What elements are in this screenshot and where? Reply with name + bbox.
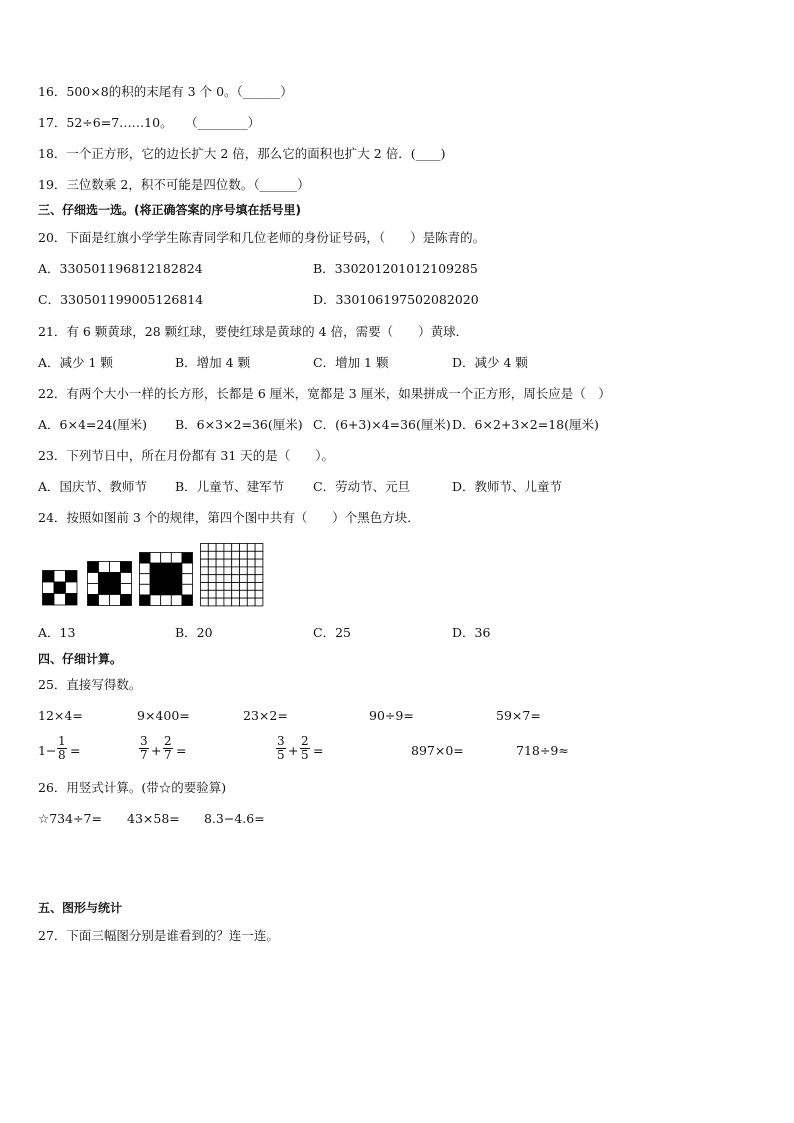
question-18: 18．一个正方形，它的边长扩大 2 倍，那么它的面积也扩大 2 倍．(____) xyxy=(38,146,446,161)
calc-item: 9×400= xyxy=(137,708,190,723)
grid-cell xyxy=(208,598,216,606)
grid-cell xyxy=(240,575,248,583)
grid-cell xyxy=(224,598,232,606)
grid-cell xyxy=(232,583,240,591)
q20-option-c: C．330501199005126814 xyxy=(38,292,204,307)
grid-cell xyxy=(224,567,232,575)
vertical-calc-item: ☆734÷7= xyxy=(38,811,102,826)
grid-cell xyxy=(255,567,263,575)
grid-cell xyxy=(43,594,55,606)
grid-cell xyxy=(66,582,78,594)
q24-option-d: D．36 xyxy=(452,625,491,640)
grid-cell xyxy=(140,574,151,585)
grid-cell xyxy=(150,595,161,606)
grid-cell xyxy=(171,563,182,574)
grid-cell xyxy=(182,563,193,574)
grid-cell xyxy=(232,559,240,567)
plus-sign: + xyxy=(288,743,299,758)
grid-cell xyxy=(224,544,232,552)
grid-cell xyxy=(247,590,255,598)
grid-cell xyxy=(99,595,110,606)
q23-option-b: B．儿童节、建军节 xyxy=(175,479,285,494)
fraction-three-sevenths xyxy=(139,735,149,762)
grid-cell xyxy=(232,598,240,606)
grid-cell xyxy=(247,544,255,552)
grid-cell xyxy=(43,571,55,583)
calc-item: 90÷9= xyxy=(369,708,414,723)
grid-cell xyxy=(140,563,151,574)
grid-cell xyxy=(240,544,248,552)
grid-cell xyxy=(255,544,263,552)
question-26: 26．用竖式计算。(带☆的要验算) xyxy=(38,780,227,795)
q22-option-d: D．6×2+3×2=18(厘米) xyxy=(452,417,599,432)
grid-cell xyxy=(208,567,216,575)
grid-cell xyxy=(216,590,224,598)
q22-option-a: A．6×4=24(厘米) xyxy=(38,417,148,432)
grid-cell xyxy=(121,573,132,584)
denominator: 5 xyxy=(277,748,285,762)
grid-cell xyxy=(66,594,78,606)
grid-cell xyxy=(171,574,182,585)
grid-cell xyxy=(171,553,182,564)
grid-cell xyxy=(240,583,248,591)
q23-option-d: D．教师节、儿童节 xyxy=(452,479,563,494)
numerator: 3 xyxy=(140,734,148,748)
grid-cell xyxy=(232,551,240,559)
pattern-figure-4-empty-grid xyxy=(200,543,264,607)
grid-cell xyxy=(161,595,172,606)
grid-cell xyxy=(247,567,255,575)
q21-option-b: B．增加 4 颗 xyxy=(175,355,251,370)
question-19: 19．三位数乘 2，积不可能是四位数。（______） xyxy=(38,177,310,192)
grid-cell xyxy=(201,544,209,552)
grid-cell xyxy=(208,590,216,598)
calc-item: 59×7= xyxy=(496,708,541,723)
grid-cell xyxy=(255,551,263,559)
grid-cell xyxy=(240,551,248,559)
grid-cell xyxy=(110,573,121,584)
grid-cell xyxy=(201,559,209,567)
pattern-figure-2 xyxy=(87,561,132,606)
fraction-two-fifths xyxy=(300,735,310,762)
grid-cell xyxy=(54,594,66,606)
grid-cell xyxy=(216,567,224,575)
grid-cell xyxy=(88,573,99,584)
grid-cell xyxy=(247,551,255,559)
q20-option-a: A．330501196812182824 xyxy=(38,261,203,276)
grid-cell xyxy=(208,544,216,552)
q23-option-a: A．国庆节、教师节 xyxy=(38,479,148,494)
grid-cell xyxy=(140,584,151,595)
grid-cell xyxy=(121,595,132,606)
q20-option-b: B．330201201012109285 xyxy=(313,261,478,276)
grid-cell xyxy=(43,582,55,594)
grid-cell xyxy=(224,551,232,559)
grid-cell xyxy=(201,598,209,606)
grid-cell xyxy=(216,544,224,552)
equals-sign: = xyxy=(313,743,324,758)
q21-option-d: D．减少 4 颗 xyxy=(452,355,528,370)
grid-cell xyxy=(201,567,209,575)
section-5-heading: 五、图形与统计 xyxy=(38,901,123,915)
grid-cell xyxy=(216,575,224,583)
grid-cell xyxy=(121,562,132,573)
grid-cell xyxy=(224,583,232,591)
fraction-one-eighth xyxy=(57,735,67,762)
grid-cell xyxy=(140,595,151,606)
grid-cell xyxy=(66,571,78,583)
numerator: 3 xyxy=(277,734,285,748)
grid-cell xyxy=(54,582,66,594)
grid-cell xyxy=(208,551,216,559)
grid-cell xyxy=(232,567,240,575)
grid-cell xyxy=(224,575,232,583)
grid-cell xyxy=(232,544,240,552)
q23-option-c: C．劳动节、元旦 xyxy=(313,479,411,494)
question-24: 24．按照如图前 3 个的规律，第四个图中共有（ ）个黑色方块． xyxy=(38,510,420,525)
grid-cell xyxy=(182,574,193,585)
q22-option-b: B．6×3×2=36(厘米) xyxy=(175,417,303,432)
grid-cell xyxy=(208,575,216,583)
grid-cell xyxy=(182,595,193,606)
q20-option-d: D．330106197502082020 xyxy=(313,292,479,307)
grid-cell xyxy=(255,583,263,591)
denominator: 8 xyxy=(58,748,66,762)
grid-cell xyxy=(150,563,161,574)
grid-cell xyxy=(255,575,263,583)
grid-cell xyxy=(240,590,248,598)
calc-item: 23×2= xyxy=(243,708,288,723)
grid-cell xyxy=(161,553,172,564)
grid-cell xyxy=(110,595,121,606)
grid-cell xyxy=(224,590,232,598)
calc-item: 897×0= xyxy=(411,743,464,758)
grid-cell xyxy=(208,583,216,591)
q21-option-a: A．减少 1 颗 xyxy=(38,355,113,370)
question-16: 16．500×8的积的末尾有 3 个 0。（______） xyxy=(38,84,293,99)
grid-cell xyxy=(150,574,161,585)
question-20: 20．下面是红旗小学学生陈青同学和几位老师的身份证号码，（ ）是陈青的。 xyxy=(38,230,486,245)
grid-cell xyxy=(161,563,172,574)
fraction-three-fifths xyxy=(276,735,286,762)
grid-cell xyxy=(216,598,224,606)
grid-cell xyxy=(216,583,224,591)
calc-item: 718÷9≈ xyxy=(516,743,569,758)
grid-cell xyxy=(110,584,121,595)
grid-cell xyxy=(161,584,172,595)
question-27: 27．下面三幅图分别是谁看到的？连一连。 xyxy=(38,928,279,943)
grid-cell xyxy=(240,559,248,567)
grid-cell xyxy=(182,584,193,595)
q24-option-b: B．20 xyxy=(175,625,213,640)
grid-cell xyxy=(171,584,182,595)
calc-item: 12×4= xyxy=(38,708,83,723)
grid-cell xyxy=(88,562,99,573)
grid-cell xyxy=(201,590,209,598)
numerator: 2 xyxy=(164,734,172,748)
q21-option-c: C．增加 1 颗 xyxy=(313,355,389,370)
numerator: 2 xyxy=(301,734,309,748)
grid-cell xyxy=(201,575,209,583)
grid-cell xyxy=(54,571,66,583)
grid-cell xyxy=(255,559,263,567)
grid-cell xyxy=(247,583,255,591)
grid-cell xyxy=(247,575,255,583)
question-22: 22．有两个大小一样的长方形，长都是 6 厘米，宽都是 3 厘米，如果拼成一个正方形，周长应是（ ） xyxy=(38,386,611,401)
grid-cell xyxy=(247,598,255,606)
pattern-figure-3 xyxy=(139,552,193,606)
grid-cell xyxy=(99,584,110,595)
denominator: 7 xyxy=(164,748,172,762)
question-25: 25．直接写得数。 xyxy=(38,677,142,692)
question-21: 21．有 6 颗黄球，28 颗红球，要使红球是黄球的 4 倍，需要（ ）黄球． xyxy=(38,324,469,339)
section-4-heading: 四、仔细计算。 xyxy=(38,652,123,666)
grid-cell xyxy=(224,559,232,567)
vertical-calc-item: 43×58= xyxy=(127,811,180,826)
grid-cell xyxy=(208,559,216,567)
section-3-heading: 三、仔细选一选。(将正确答案的序号填在括号里) xyxy=(38,203,301,217)
vertical-calc-item: 8.3−4.6= xyxy=(204,811,265,826)
grid-cell xyxy=(121,584,132,595)
grid-cell xyxy=(201,583,209,591)
numerator: 1 xyxy=(58,734,66,748)
question-23: 23．下列节日中，所在月份都有 31 天的是（ ）。 xyxy=(38,448,335,463)
grid-cell xyxy=(171,595,182,606)
grid-cell xyxy=(150,584,161,595)
grid-cell xyxy=(216,551,224,559)
q24-option-a: A．13 xyxy=(38,625,76,640)
pattern-figure-1 xyxy=(42,570,78,606)
fraction-prefix: 1− xyxy=(38,743,57,758)
grid-cell xyxy=(255,598,263,606)
grid-cell xyxy=(232,590,240,598)
equals-sign: = xyxy=(70,743,81,758)
fraction-two-sevenths xyxy=(163,735,173,762)
q24-option-c: C．25 xyxy=(313,625,351,640)
grid-cell xyxy=(240,598,248,606)
grid-cell xyxy=(216,559,224,567)
grid-cell xyxy=(255,590,263,598)
grid-cell xyxy=(150,553,161,564)
grid-cell xyxy=(232,575,240,583)
grid-cell xyxy=(88,595,99,606)
denominator: 5 xyxy=(301,748,309,762)
grid-cell xyxy=(99,573,110,584)
grid-cell xyxy=(201,551,209,559)
grid-cell xyxy=(247,559,255,567)
grid-cell xyxy=(182,553,193,564)
plus-sign: + xyxy=(151,743,162,758)
grid-cell xyxy=(240,567,248,575)
denominator: 7 xyxy=(140,748,148,762)
equals-sign: = xyxy=(176,743,187,758)
grid-cell xyxy=(161,574,172,585)
question-17: 17．52÷6=7……10。 （________） xyxy=(38,115,261,130)
grid-cell xyxy=(140,553,151,564)
q22-option-c: C．(6+3)×4=36(厘米) xyxy=(313,417,451,432)
grid-cell xyxy=(110,562,121,573)
grid-cell xyxy=(88,584,99,595)
grid-cell xyxy=(99,562,110,573)
